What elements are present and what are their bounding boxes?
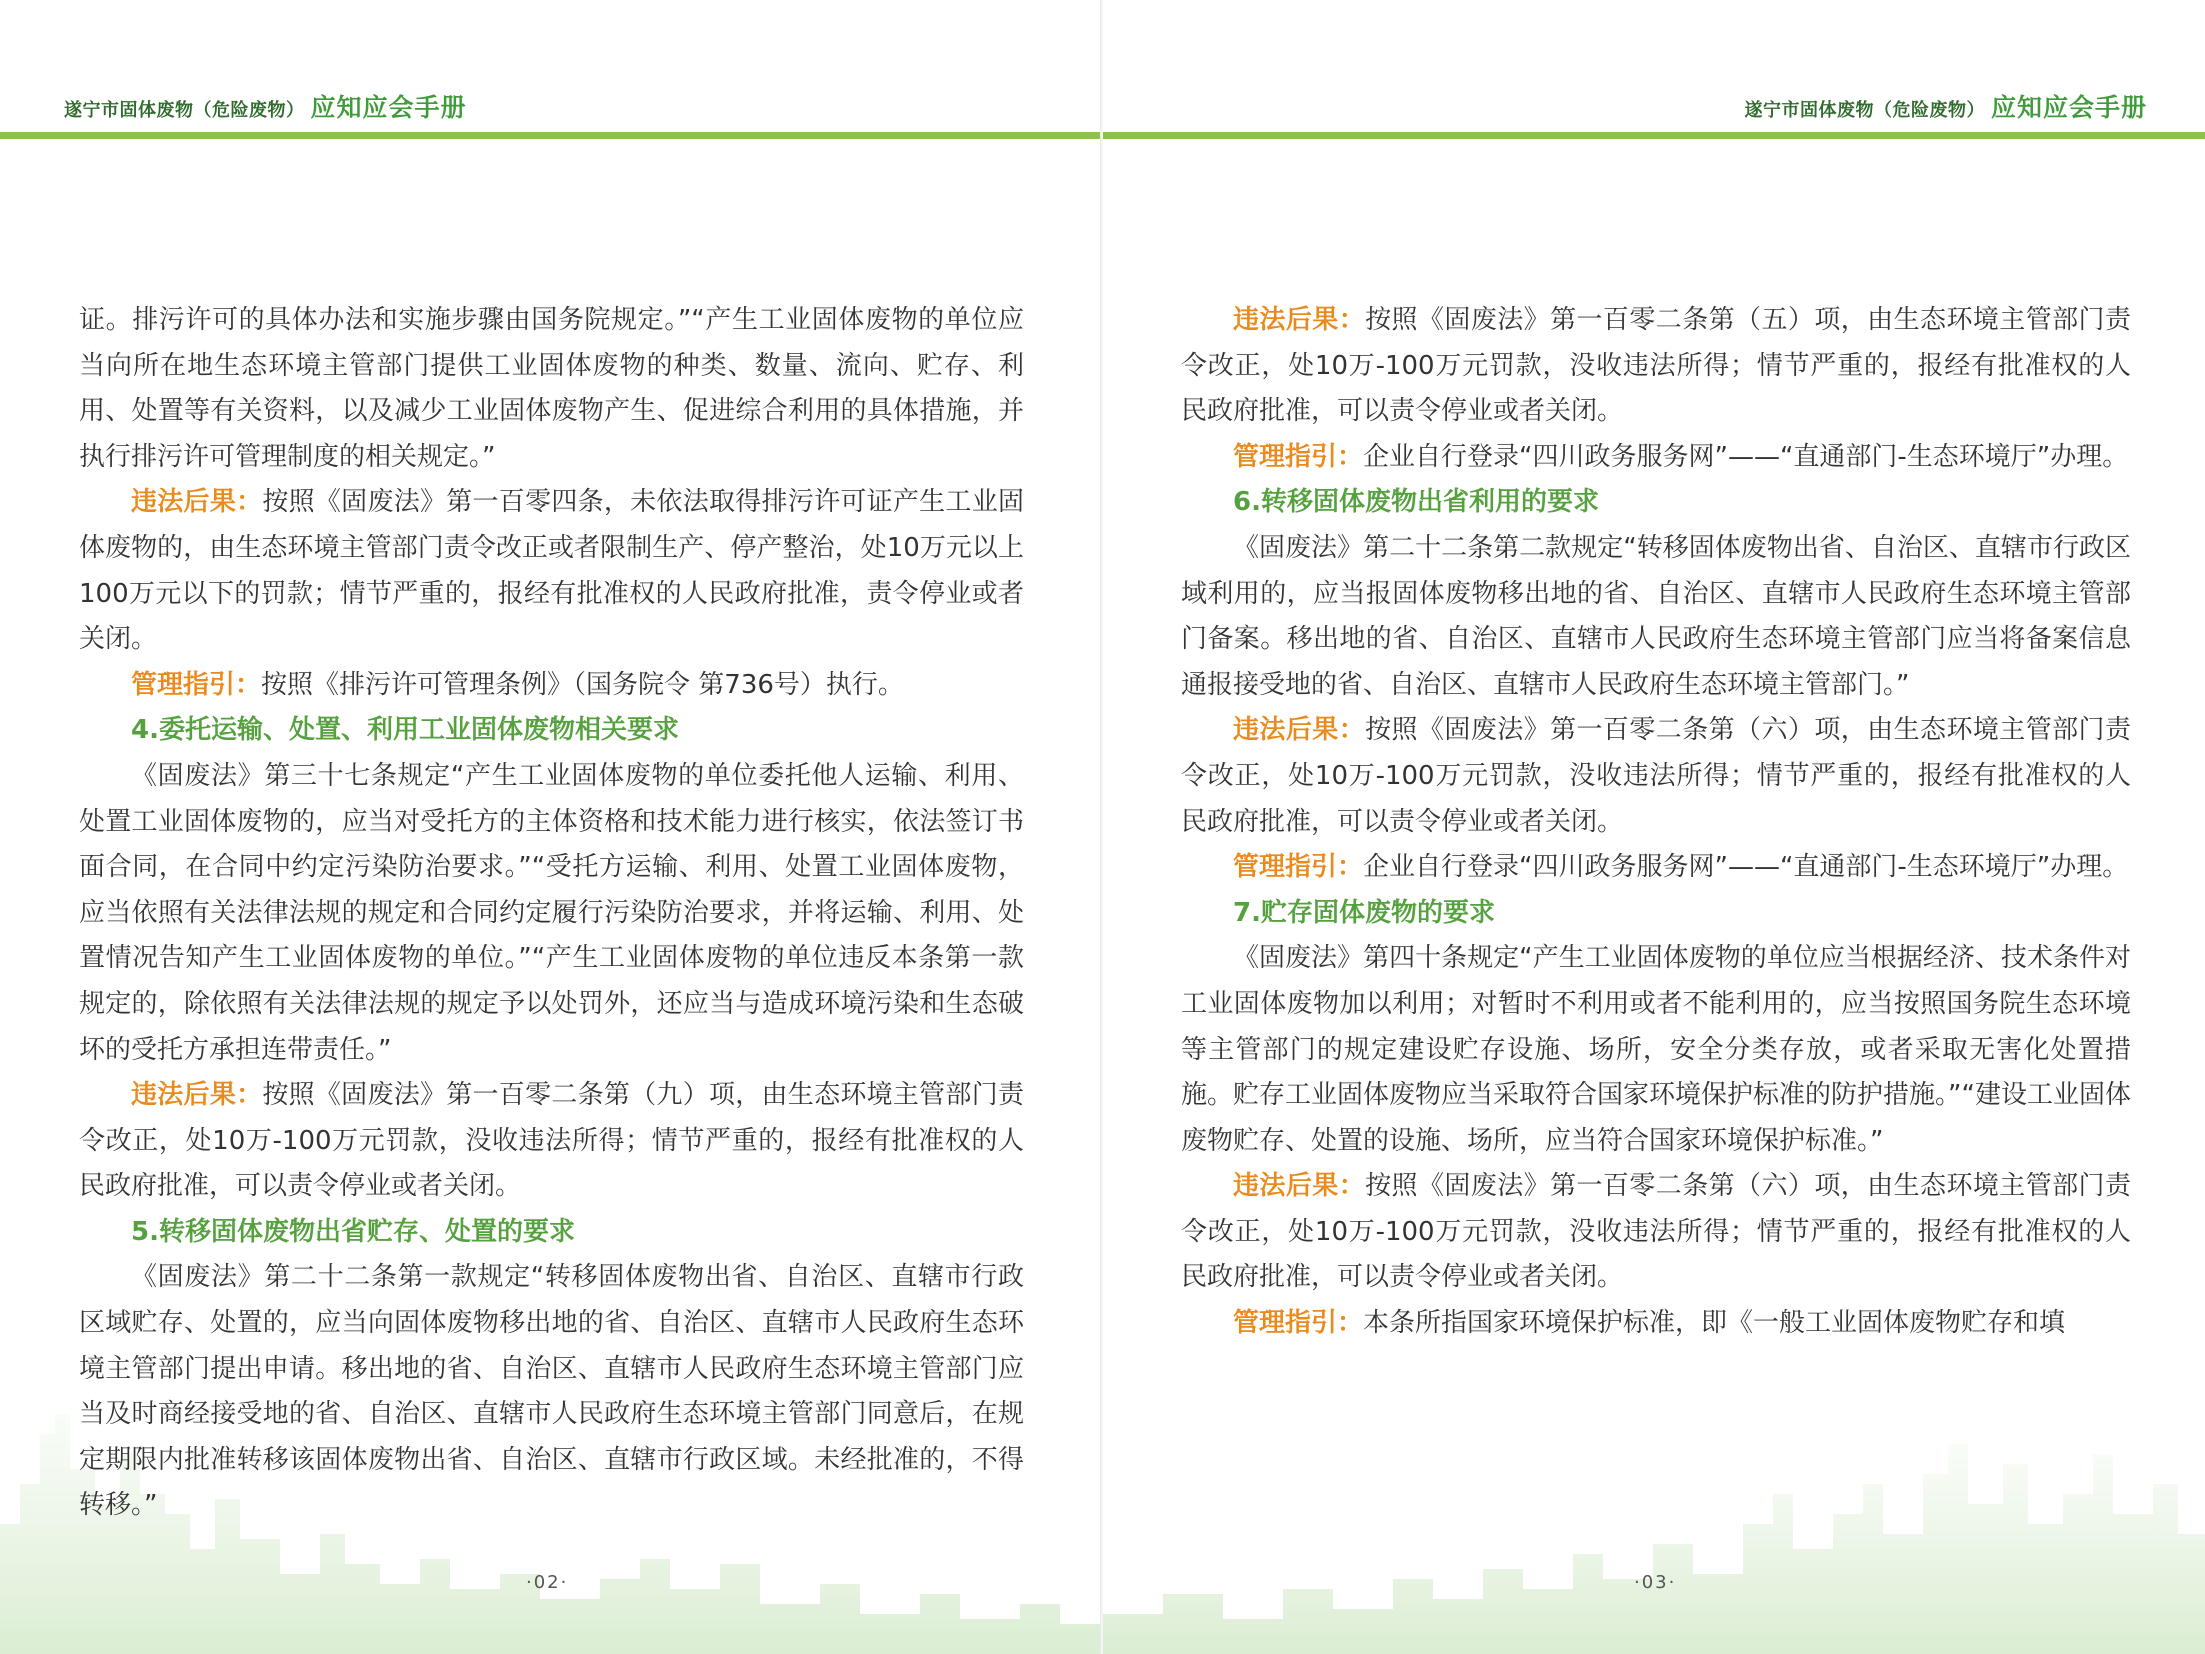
paragraph-text: 按照《固废法》第一百零四条，未依法取得排污许可证产生工业固体废物的，由生态环境主管部门责令改正或者限制生产、停产整治，处10万元以上100万元以下的罚款；情节严重的，报经有批准权的人民政府批准，责令停业或者关闭。 xyxy=(79,487,1024,655)
running-header xyxy=(1744,88,2147,128)
left-page-body xyxy=(79,298,1024,1529)
label-violation-consequence: 违法后果： xyxy=(1233,715,1366,746)
label-violation-consequence: 违法后果： xyxy=(1233,305,1366,335)
paragraph: 《固废法》第二十二条第一款规定“转移固体废物出省、自治区、直辖市行政区域贮存、处置的，应当向固体废物移出地的省、自治区、直辖市人民政府生态环境主管部门提出申请。移出地的省、自治区、直辖市人民政府生态环境主管部门应当及时商经接受地的省、自治区、直辖市人民政府生态环境主管部门同意后，在规定期限内批准转移该固体废物出省、自治区、直辖市行政区域。未经批准的，不得转移。” xyxy=(79,1262,1024,1521)
header-rule xyxy=(0,132,1102,139)
header-subtitle: 遂宁市固体废物（危险废物） xyxy=(64,100,305,121)
paragraph: 《固废法》第二十二条第二款规定“转移固体废物出省、自治区、直辖市行政区域利用的，应当报固体废物移出地的省、自治区、直辖市人民政府生态环境主管部门备案。移出地的省、自治区、直辖市人民政府生态环境主管部门应当将备案信息通报接受地的省、自治区、直辖市人民政府生态环境主管部门。” xyxy=(1181,532,2131,700)
paragraph: 《固废法》第四十条规定“产生工业固体废物的单位应当根据经济、技术条件对工业固体废物加以利用；对暂时不利用或者不能利用的，应当按照国务院生态环境等主管部门的规定建设贮存设施、场所，安全分类存放，或者采取无害化处置措施。贮存工业固体废物应当采取符合国家环境保护标准的防护措施。”“建设工业固体废物贮存、处置的设施、场所，应当符合国家环境保护标准。” xyxy=(1181,943,2131,1156)
paragraph-violation-consequence xyxy=(1181,1164,2131,1301)
paragraph-management-guide xyxy=(1181,1301,2131,1347)
paragraph-management-guide xyxy=(79,663,1024,709)
paragraph-text: 按照《固废法》第一百零二条第（六）项，由生态环境主管部门责令改正，处10万-100万元罚款，没收违法所得；情节严重的，报经有批准权的人民政府批准，可以责令停业或者关闭。 xyxy=(1181,1171,2131,1293)
paragraph-violation-consequence xyxy=(1181,298,2131,435)
section-heading-4: 4.委托运输、处置、利用工业固体废物相关要求 xyxy=(131,715,679,746)
paragraph-management-guide xyxy=(1181,845,2131,891)
paragraph-violation-consequence xyxy=(79,1073,1024,1210)
paragraph-violation-consequence xyxy=(79,480,1024,662)
label-management-guide: 管理指引： xyxy=(1233,852,1364,883)
label-violation-consequence: 违法后果： xyxy=(131,1080,263,1111)
header-title: 应知应会手册 xyxy=(1990,93,2147,122)
city-skyline-background xyxy=(1103,1374,2205,1654)
label-management-guide: 管理指引： xyxy=(131,669,262,700)
paragraph-management-guide xyxy=(1181,435,2131,481)
label-violation-consequence: 违法后果： xyxy=(1233,1171,1366,1202)
left-page xyxy=(0,0,1102,1654)
paragraph-text: 企业自行登录“四川政务服务网”——“直通部门-生态环境厅”办理。 xyxy=(1363,852,2129,883)
paragraph: 证。排污许可的具体办法和实施步骤由国务院规定。”“产生工业固体废物的单位应当向所在地生态环境主管部门提供工业固体废物的种类、数量、流向、贮存、利用、处置等有关资料，以及减少工业固体废物产生、促进综合利用的具体措施，并执行排污许可管理制度的相关规定。” xyxy=(79,305,1024,472)
section-heading-7: 7.贮存固体废物的要求 xyxy=(1233,897,1495,928)
paragraph-text: 按照《排污许可管理条例》（国务院令 第736号）执行。 xyxy=(261,669,904,700)
header-title: 应知应会手册 xyxy=(310,93,467,122)
paragraph-violation-consequence xyxy=(1181,708,2131,845)
right-page-body xyxy=(1181,298,2131,1347)
paragraph-text: 按照《固废法》第一百零二条第（六）项，由生态环境主管部门责令改正，处10万-100万元罚款，没收违法所得；情节严重的，报经有批准权的人民政府批准，可以责令停业或者关闭。 xyxy=(1181,715,2131,837)
paragraph-text: 按照《固废法》第一百零二条第（五）项，由生态环境主管部门责令改正，处10万-100万元罚款，没收违法所得；情节严重的，报经有批准权的人民政府批准，可以责令停业或者关闭。 xyxy=(1181,305,2131,427)
right-page xyxy=(1103,0,2205,1654)
running-header xyxy=(64,88,467,128)
header-rule xyxy=(1103,132,2205,139)
page-number: ·03· xyxy=(1634,1572,1677,1593)
label-management-guide: 管理指引： xyxy=(1233,441,1364,472)
paragraph: 《固废法》第三十七条规定“产生工业固体废物的单位委托他人运输、利用、处置工业固体废物的，应当对受托方的主体资格和技术能力进行核实，依法签订书面合同，在合同中约定污染防治要求。”“受托方运输、利用、处置工业固体废物，应当依照有关法律法规的规定和合同约定履行污染防治要求，并将运输、利用、处置情况告知产生工业固体废物的单位。”“产生工业固体废物的单位违反本条第一款规定的，除依照有关法律法规的规定予以处罚外，还应当与造成环境污染和生态破坏的受托方承担连带责任。” xyxy=(79,760,1024,1065)
section-heading-6: 6.转移固体废物出省利用的要求 xyxy=(1233,487,1599,518)
section-heading-5: 5.转移固体废物出省贮存、处置的要求 xyxy=(131,1216,575,1247)
page-number: ·02· xyxy=(526,1572,569,1593)
paragraph-text: 企业自行登录“四川政务服务网”——“直通部门-生态环境厅”办理。 xyxy=(1363,441,2129,472)
paragraph-text: 按照《固废法》第一百零二条第（九）项，由生态环境主管部门责令改正，处10万-100万元罚款，没收违法所得；情节严重的，报经有批准权的人民政府批准，可以责令停业或者关闭。 xyxy=(79,1080,1024,1202)
header-subtitle: 遂宁市固体废物（危险废物） xyxy=(1744,100,1985,121)
label-management-guide: 管理指引： xyxy=(1233,1308,1364,1339)
label-violation-consequence: 违法后果： xyxy=(131,487,263,518)
paragraph-text: 本条所指国家环境保护标准，即《一般工业固体废物贮存和填 xyxy=(1363,1308,2066,1339)
